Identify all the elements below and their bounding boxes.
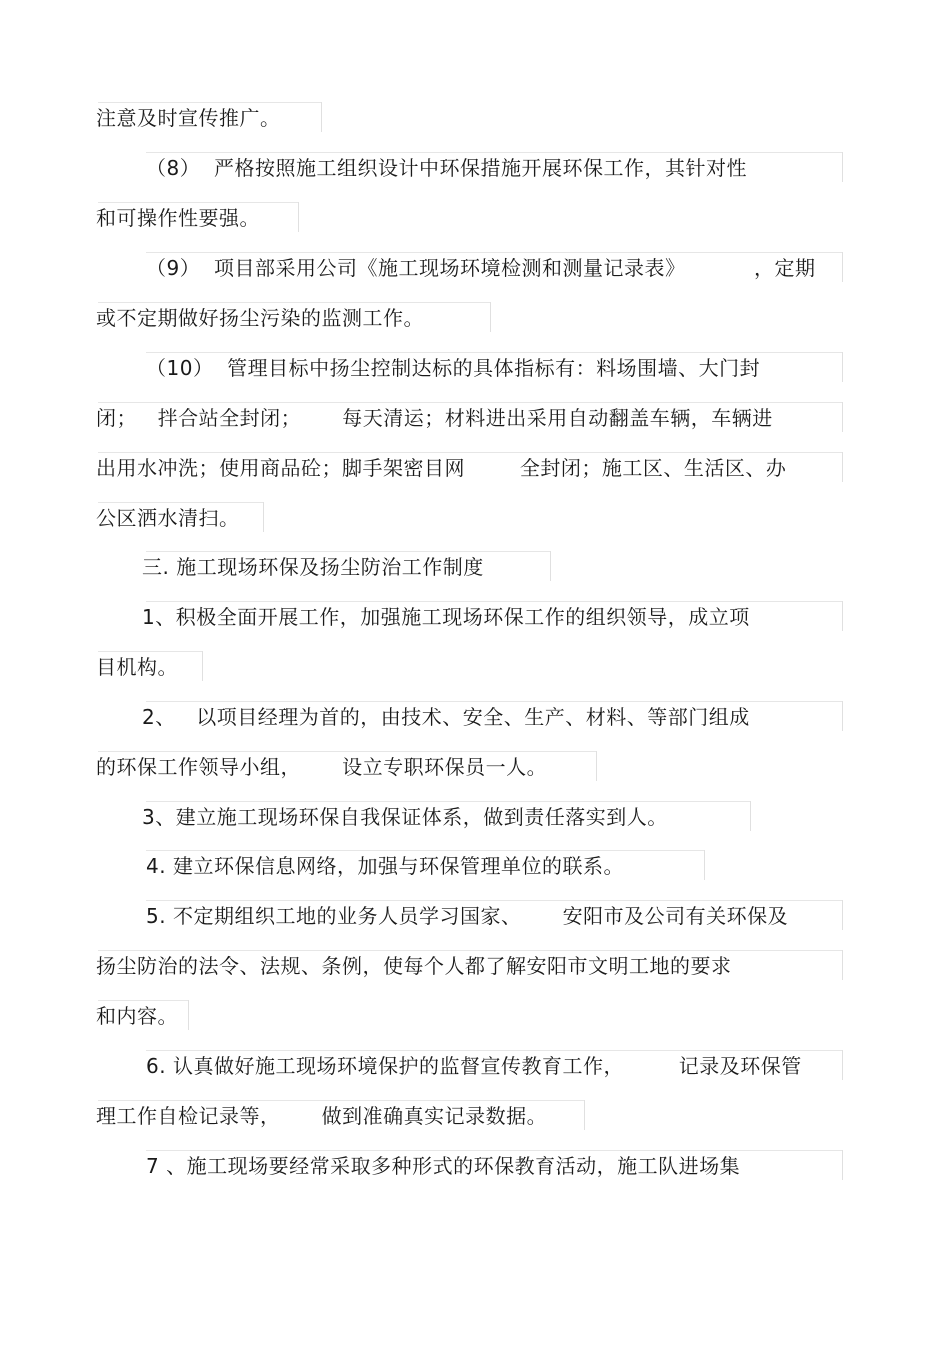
divider <box>842 452 843 482</box>
divider <box>146 1150 842 1151</box>
text-line: 理工作自检记录等， 做到准确真实记录数据。 <box>96 1104 548 1128</box>
divider <box>98 950 842 951</box>
divider <box>263 502 264 532</box>
divider <box>842 1150 843 1180</box>
text-line: 扬尘防治的法令、法规、条例，使每个人都了解安阳市文明工地的要求 <box>96 954 732 978</box>
text-line: 闭； 拌合站全封闭； 每天清运；材料进出采用自动翻盖车辆，车辆进 <box>96 406 773 430</box>
text-line: 或不定期做好扬尘污染的监测工作。 <box>96 306 424 330</box>
divider <box>298 202 299 232</box>
divider <box>842 701 843 731</box>
divider <box>146 801 750 802</box>
divider <box>188 1000 189 1030</box>
divider <box>202 651 203 681</box>
divider <box>842 152 843 182</box>
text-line: 2、 以项目经理为首的，由技术、安全、生产、材料、等部门组成 <box>142 705 750 729</box>
divider <box>146 152 842 153</box>
divider <box>98 502 264 503</box>
divider <box>321 102 322 132</box>
divider <box>98 651 202 652</box>
text-line: 3、建立施工现场环保自我保证体系，做到责任落实到人。 <box>142 805 668 829</box>
text-line: 公区洒水清扫。 <box>96 506 240 530</box>
text-line: 5. 不定期组织工地的业务人员学习国家、 安阳市及公司有关环保及 <box>146 904 789 928</box>
text-line: 注意及时宣传推广。 <box>96 106 281 130</box>
divider <box>98 202 298 203</box>
divider <box>98 751 596 752</box>
divider <box>842 950 843 980</box>
divider <box>550 551 551 581</box>
divider <box>98 1000 188 1001</box>
text-line: 和可操作性要强。 <box>96 206 260 230</box>
divider <box>98 302 490 303</box>
divider <box>842 252 843 282</box>
divider <box>842 601 843 631</box>
divider <box>146 352 842 353</box>
divider <box>490 302 491 332</box>
text-line: 的环保工作领导小组， 设立专职环保员一人。 <box>96 755 548 779</box>
divider <box>584 1100 585 1130</box>
divider <box>750 801 751 831</box>
divider <box>596 751 597 781</box>
divider <box>98 402 842 403</box>
divider <box>146 1050 842 1051</box>
divider <box>146 252 842 253</box>
divider <box>98 102 322 103</box>
text-line: （9） 项目部采用公司《施工现场环境检测和测量记录表》 ，定期 <box>146 256 816 280</box>
text-line: 和内容。 <box>96 1004 178 1028</box>
text-line: （8） 严格按照施工组织设计中环保措施开展环保工作，其针对性 <box>146 156 747 180</box>
divider <box>842 352 843 382</box>
divider <box>98 1100 584 1101</box>
text-line: 4. 建立环保信息网络，加强与环保管理单位的联系。 <box>146 854 624 878</box>
text-line: 目机构。 <box>96 655 178 679</box>
divider <box>146 900 842 901</box>
text-line: （10） 管理目标中扬尘控制达标的具体指标有：料场围墙、大门封 <box>146 356 761 380</box>
text-line: 7 、施工现场要经常采取多种形式的环保教育活动，施工队进场集 <box>146 1154 741 1178</box>
divider <box>842 900 843 930</box>
divider <box>146 551 550 552</box>
text-line: 6. 认真做好施工现场环境保护的监督宣传教育工作， 记录及环保管 <box>146 1054 802 1078</box>
divider <box>146 601 842 602</box>
divider <box>704 850 705 880</box>
divider <box>146 701 842 702</box>
text-line: 1、积极全面开展工作，加强施工现场环保工作的组织领导，成立项 <box>142 605 750 629</box>
divider <box>146 850 704 851</box>
divider <box>98 452 842 453</box>
text-line: 出用水冲洗；使用商品砼；脚手架密目网 全封闭；施工区、生活区、办 <box>96 456 787 480</box>
divider <box>842 1050 843 1080</box>
divider <box>842 402 843 432</box>
section-heading: 三. 施工现场环保及扬尘防治工作制度 <box>142 555 484 579</box>
